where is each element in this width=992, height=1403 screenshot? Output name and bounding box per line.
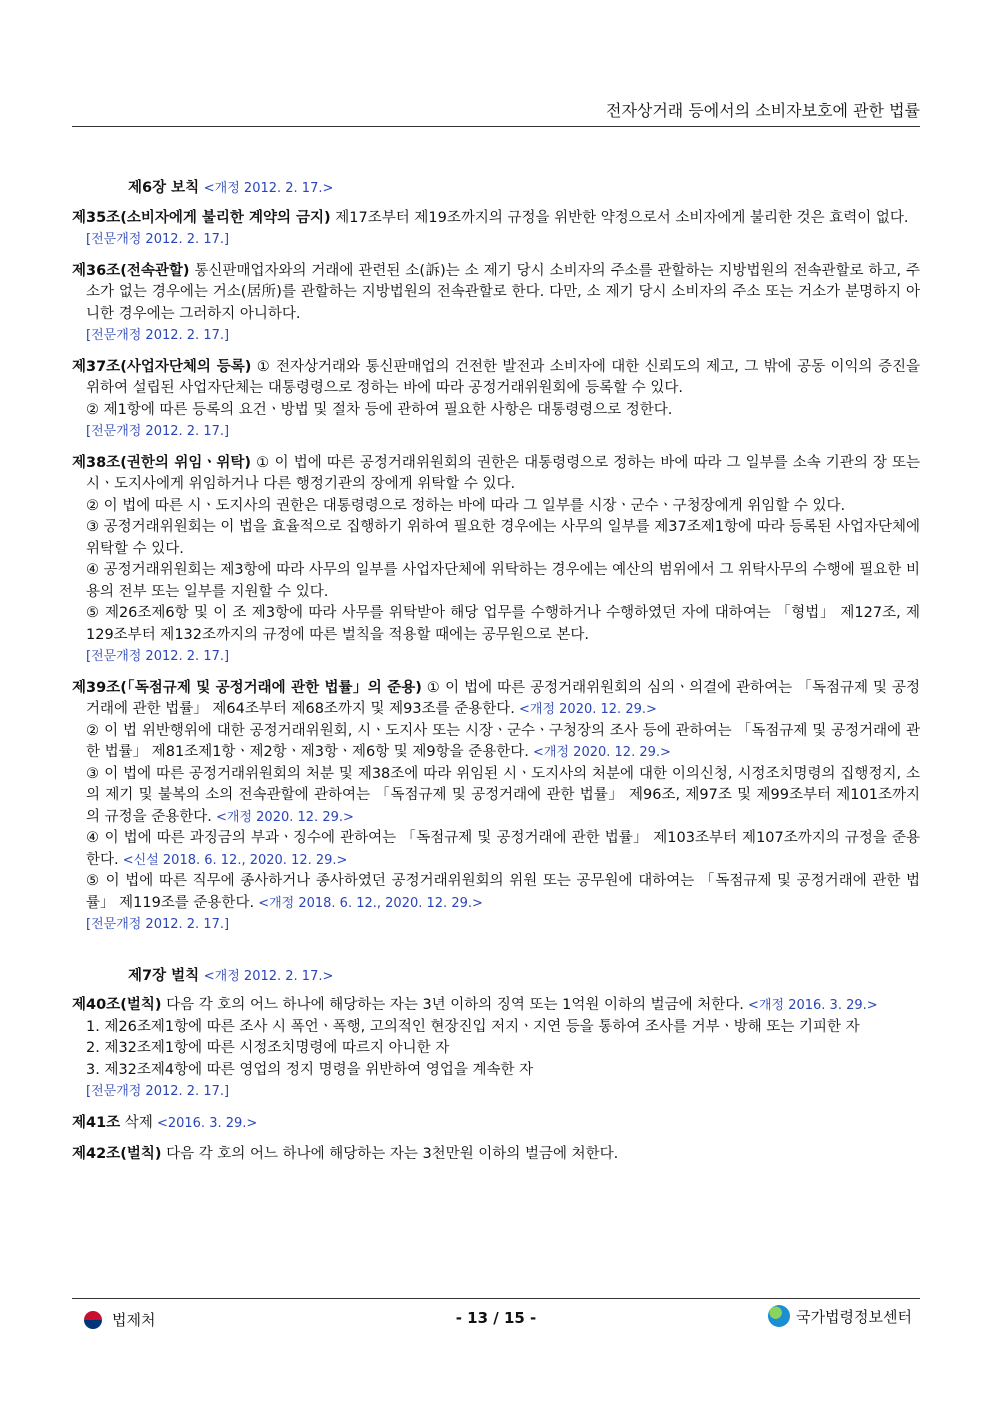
chapter-7-heading [128,966,920,988]
article-text: 다음 각 호의 어느 하나에 해당하는 자는 3년 이하의 징역 또는 1억원 이하의 벌금에 처한다. [161,997,744,1013]
paragraph-3: ③ 공정거래위원회는 이 법을 효율적으로 집행하기 위하여 필요한 경우에는 사무의 일부를 제37조제1항에 따라 등록된 사업자단체에 위탁할 수 있다. [86,519,920,557]
paragraph-5: ⑤ 제26조제6항 및 이 조 제3항에 따라 사무를 위탁받아 해당 업무를 수행하거나 수행하였던 자에 대하여는 「형법」 제127조, 제129조부터 제132조까지의 규정에 따른 벌칙을 적용할 때에는 공무원으로 본다. [86,605,920,643]
paragraph-1: ① 이 법에 따른 공정거래위원회의 심의ㆍ의결에 관하여는 「독점규제 및 공정거래에 관한 법률」 제64조부터 제68조까지 및 제93조를 준용한다. [86,679,920,717]
amend-note: <개정 2020. 12. 29.> [211,809,354,825]
item-2: 2. 제32조제1항에 따른 시정조치명령에 따르지 아니한 자 [86,1040,450,1056]
article-42 [72,1144,920,1166]
article-text: 삭제 [120,1114,153,1131]
revision-note: [전문개정 2012. 2. 17.] [86,424,230,439]
article-37 [72,357,920,443]
paragraph-4: ④ 공정거래위원회는 제3항에 따라 사무의 일부를 사업자단체에 위탁하는 경우에는 예산의 범위에서 그 위탁사무의 수행에 필요한 비용의 전부 또는 일부를 지원할 수 있다. [86,562,920,600]
article-heading: 제41조 [72,1114,121,1131]
law-center-logo-icon [768,1305,790,1327]
paragraph-2: ② 이 법 위반행위에 대한 공정거래위원회, 시ㆍ도지사 또는 시장ㆍ군수ㆍ구청장의 조사 등에 관하여는 「독점규제 및 공정거래에 관한 법률」 제81조제1항ㆍ제2항ㆍ제3항ㆍ제6항 및 제9항을 준용한다. <개정 2020. 12. 29.> [86,722,920,760]
article-text: 통신판매업자와의 거래에 관련된 소(訴)는 소 제기 당시 소비자의 주소를 관할하는 지방법원의 전속관할로 하고, 주소가 없는 경우에는 거소(居所)를 관할하는 지방법원의 전속관할로 한다. 다만, 소 제기 당시 소비자의 주소 또는 거소가 분명하지 아니한 경우에는 그러하지 아니하다. [86,262,920,322]
amend-note: <신설 2018. 6. 12., 2020. 12. 29.> [118,852,348,868]
paragraph-2: ② 이 법에 따른 시ㆍ도지사의 권한은 대통령령으로 정하는 바에 따라 그 일부를 시장ㆍ군수ㆍ구청장에게 위임할 수 있다. [86,497,846,514]
revision-note: [전문개정 2012. 2. 17.] [86,328,230,343]
article-text: 제17조부터 제19조까지의 규정을 위반한 약정으로서 소비자에게 불리한 것은 효력이 없다. [330,209,909,226]
source-name: 국가법령정보센터 [796,1307,912,1326]
paragraph-1: ① 전자상거래와 통신판매업의 건전한 발전과 소비자에 대한 신뢰도의 제고, 그 밖에 공동 이익의 증진을 위하여 설립된 사업자단체는 대통령령으로 정하는 바에 따라 공정거래위원회에 등록할 수 있다. [86,358,920,396]
article-41 [72,1113,920,1135]
paragraph-1: ① 이 법에 따른 공정거래위원회의 권한은 대통령령으로 정하는 바에 따라 그 일부를 소속 기관의 장 또는 시ㆍ도지사에게 위임하거나 다른 행정기관의 장에게 위탁할 수 있다. [86,454,920,492]
article-36 [72,261,920,347]
chapter-title: 제7장 벌칙 [128,967,200,984]
publisher-name: 법제처 [112,1311,156,1329]
amend-note: <개정 2020. 12. 29.> [514,702,657,717]
item-3: 3. 제32조제4항에 따른 영업의 정지 명령을 위반하여 영업을 계속한 자 [86,1061,534,1078]
paragraph-5: ⑤ 이 법에 따른 직무에 종사하거나 종사하였던 공정거래위원회의 위원 또는 공무원에 대하여는 「독점규제 및 공정거래에 관한 법률」 제119조를 준용한다. <개정 2018. 6. 12., 2020. 12. 29.> [86,873,920,911]
revision-note: [전문개정 2012. 2. 17.] [86,649,230,664]
article-39 [72,678,920,936]
paragraph-3: ③ 이 법에 따른 공정거래위원회의 처분 및 제38조에 따라 위임된 시ㆍ도지사의 처분에 대한 이의신청, 시정조치명령의 집행정지, 소의 제기 및 불복의 소의 전속관할에 관하여는 「독점규제 및 공정거래에 관한 법률」 제96조, 제97조 및 제99조부터 제101조까지의 규정을 준용한다. <개정 2020. 12. 29.> [86,765,920,825]
chapter-title: 제6장 보칙 [128,180,200,196]
law-title: 전자상거래 등에서의 소비자보호에 관한 법률 [605,101,920,120]
amend-note: <2016. 3. 29.> [152,1115,258,1131]
document-body [72,178,920,1176]
article-heading: 제39조(「독점규제 및 공정거래에 관한 법률」의 준용) [72,679,422,696]
article-35 [72,208,920,251]
amend-note: <개정 2016. 3. 29.> [743,998,878,1013]
article-heading: 제40조(벌칙) [72,997,162,1013]
revision-note: [전문개정 2012. 2. 17.] [86,232,230,247]
chapter-amend-note: <개정 2012. 2. 17.> [203,181,334,196]
article-heading: 제36조(전속관할) [72,262,190,279]
article-heading: 제35조(소비자에게 불리한 계약의 금지) [72,209,331,226]
amend-note: <개정 2018. 6. 12., 2020. 12. 29.> [254,895,483,911]
article-heading: 제37조(사업자단체의 등록) [72,358,252,375]
revision-note: [전문개정 2012. 2. 17.] [86,1084,230,1099]
revision-note: [전문개정 2012. 2. 17.] [86,917,230,932]
paragraph-4: ④ 이 법에 따른 과징금의 부과ㆍ징수에 관하여는 「독점규제 및 공정거래에 관한 법률」 제103조부터 제107조까지의 규정을 준용한다. <신설 2018. 6. 12., 2020. 12. 29.> [86,830,920,868]
article-38 [72,453,920,668]
item-1: 1. 제26조제1항에 따른 조사 시 폭언ㆍ폭행, 고의적인 현장진입 저지ㆍ지연 등을 통하여 조사를 거부ㆍ방해 또는 기피한 자 [86,1018,860,1035]
chapter-amend-note: <개정 2012. 2. 17.> [203,968,334,984]
article-heading: 제38조(권한의 위임ㆍ위탁) [72,454,252,471]
chapter-6-heading [128,178,920,200]
article-40 [72,995,920,1103]
amend-note: <개정 2020. 12. 29.> [528,745,671,760]
article-heading: 제42조(벌칙) [72,1146,162,1162]
article-text: 다음 각 호의 어느 하나에 해당하는 자는 3천만원 이하의 벌금에 처한다. [161,1146,619,1162]
page-number: - 13 / 15 - [455,1309,537,1327]
page-footer [72,1298,920,1343]
paragraph-2: ② 제1항에 따른 등록의 요건ㆍ방법 및 절차 등에 관하여 필요한 사항은 대통령령으로 정한다. [86,401,673,418]
running-header [72,96,920,127]
